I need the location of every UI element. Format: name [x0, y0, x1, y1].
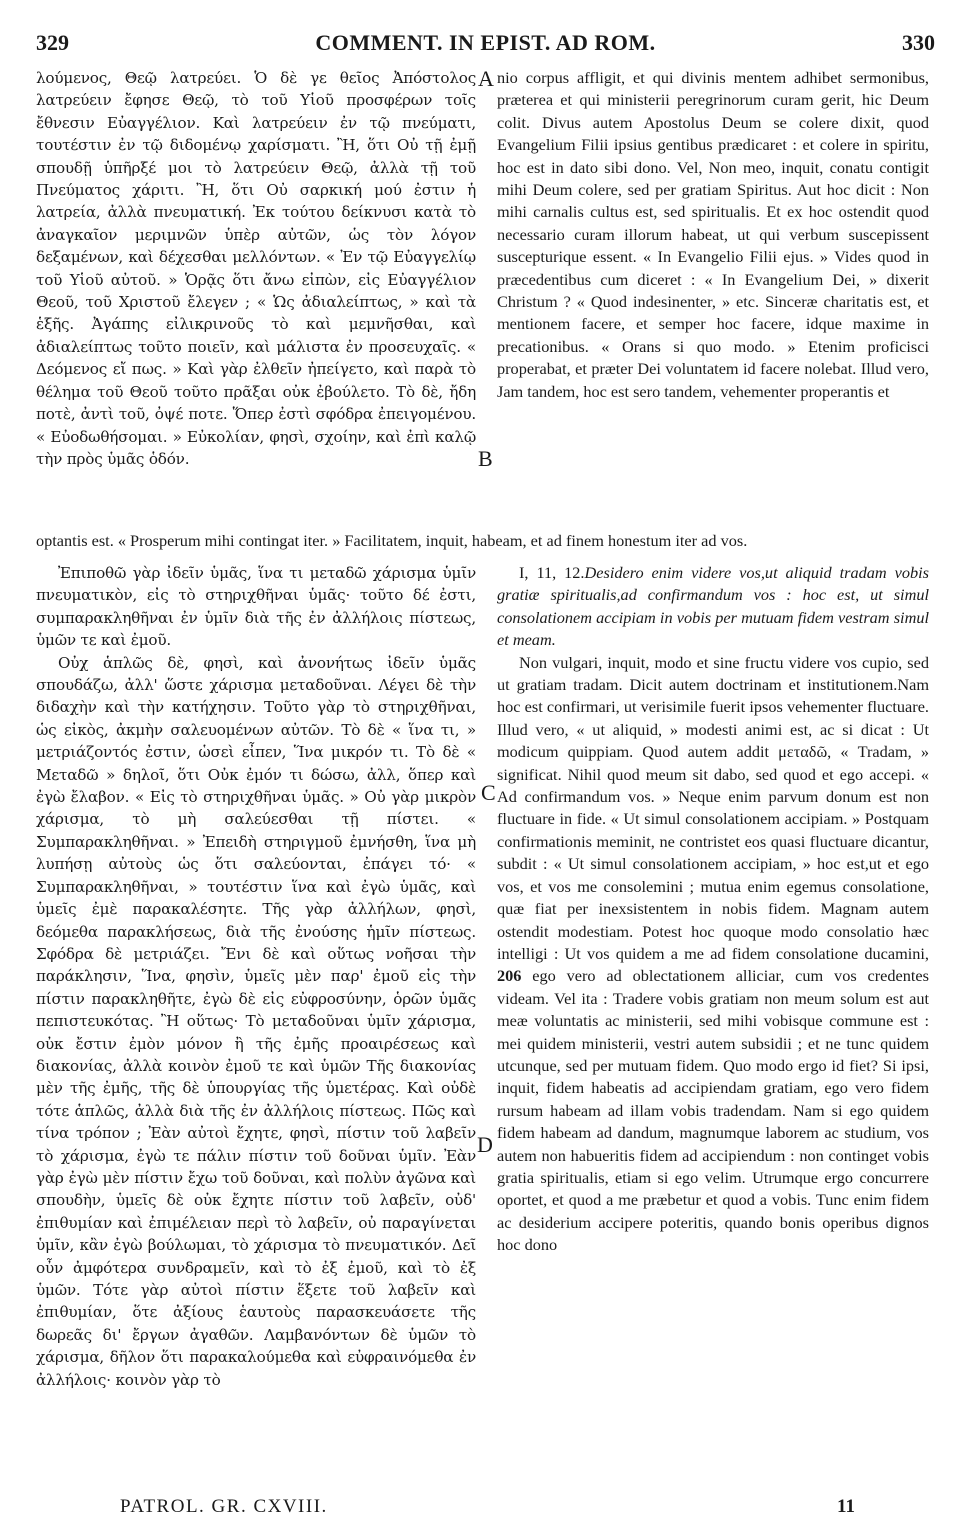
footer-source: PATROL. GR. CXVIII. [120, 1496, 328, 1517]
greek-verse: Ἐπιποθῶ γὰρ ἰδεῖν ὑμᾶς, ἵνα τι μεταδῶ χάρισμα ὑμῖν πνευματικὸν, εἰς τὸ στηριχθῆναι ὑμᾶς· τοῦτο δέ ἐστι, συμπαρακληθῆναι ἐν ὑμῖν διὰ τῆς ἐν ἀλλήλοις πίστεως, ὑμῶν τε καὶ ἐμοῦ. [36, 564, 476, 650]
latin-column-bottom [497, 562, 929, 1257]
greek-column-bottom [36, 562, 476, 1391]
page-number-left: 329 [36, 30, 69, 55]
signature-mark: 11 [837, 1496, 855, 1517]
greek-column-top [36, 67, 476, 470]
latin-column-top [497, 67, 929, 403]
section-marker-b: B [478, 446, 493, 471]
running-title: COMMENT. IN EPIST. AD ROM. [315, 30, 656, 55]
greek-commentary: Οὐχ ἁπλῶς δὲ, φησὶ, καὶ ἀνονήτως ἰδεῖν ὑμᾶς σπουδάζω, ἀλλ' ὥστε χάρισμα μεταδοῦναι. Λέγει δὲ τὴν διδαχὴν καὶ τὴν κατήχησιν. Τοῦτο γὰρ τὸ στηριχθῆναι, ὡς εἰκὸς, ἀκμὴν σαλευομένων αὐτῶν. Τὸ δὲ « ἵνα τι, » μετριάζοντός ἐστιν, ὡσεὶ εἶπεν, Ἵνα μικρόν τι. Τὸ δὲ « Μεταδῶ » δηλοῖ, ὅτι Οὐκ ἐμόν τι δώσω, ἀλλ, ὅπερ καὶ ἐγὼ ἔλαβον. « Εἰς τὸ στηριχθῆναι ὑμᾶς. » Οὐ γὰρ μικρὸν χάρισμα, τὸ μὴ σαλεύεσθαι τῇ πίστει. « Συμπαρακληθῆναι. » Ἐπειδὴ στηριγμοῦ ἐμνήσθη, ἵνα μὴ λυπήσῃ αὐτοὺς ὡς ὅτι σαλεύονται, ἐπάγει τό· « Συμπαρακληθῆναι, » τουτέστιν ἵνα καὶ ἐγὼ ὑμᾶς, καὶ ὑμεῖς ἐμὲ παρακαλέσητε. Τῆς γὰρ ἀλλήλων, φησὶ, δεόμεθα παρακλήσεως, διὰ τῆς ἐνούσης ἡμῖν πίστεως. Σφόδρα δὲ μετριάζει. Ἔνι δὲ καὶ οὕτως νοῆσαι τὴν παράκλησιν, Ἵνα, φησὶν, ὑμεῖς μὲν παρ' ἐμοῦ εἰς τὴν πίστιν παρακληθῆτε, ἐγὼ δὲ εἰς εὐφροσύνην, ὁρῶν ὑμᾶς πεπιστευκότας. Ἢ οὕτως· Τὸ μεταδοῦναι ὑμῖν χάρισμα, οὐκ ἔστιν ἐμὸν μόνον ἢ τῆς ἐμῆς προαιρέσεως καὶ διακονίας, ἀλλὰ κοινὸν ἐμοῦ τε καὶ ὑμῶν Τῆς διακονίας μὲν τῆς ἐμῆς, τῆς δὲ ὑπουργίας τῆς ὑμετέρας. Καὶ οὐδὲ τότε ἁπλῶς, ἀλλὰ διὰ τῆς ἐν ἀλλήλοις πίστεως. Πῶς καὶ τίνα τρόπον ; Ἐὰν αὐτοὶ ἔχητε, φησὶ, πίστιν τοῦ λαβεῖν τὸ χάρισμα, ἐγὼ τε πάλιν πίστιν τοῦ δοῦναι ὑμῖν. Ἐὰν γὰρ ἐγὼ μὲν πίστιν ἔχω τοῦ δοῦναι, καὶ πολὺν ἀγῶνα καὶ σπουδὴν, ὑμεῖς δὲ οὐκ ἔχητε πίστιν τοῦ λαβεῖν, οὐδ' ἐπιθυμίαν καὶ ἐπιμέλειαν περὶ τὸ λαβεῖν, οὐ παραγίνεται ὑμῖν, κἂν ἐγὼ βούλωμαι, τὸ χάρισμα τὸ πνευματικόν. Δεῖ οὖν ἀμφότερα συνδραμεῖν, καὶ τὸ ἐξ ἐμοῦ, καὶ τὸ ἐξ ὑμῶν. Τότε γὰρ αὐτοὶ πίστιν ἕξετε τοῦ λαβεῖν καὶ ἐπιθυμίαν, ὅτε ἀξίους ἑαυτοὺς παρασκευάσετε τῆς δωρεᾶς δι' ἔργων ἀγαθῶν. Λαμβανόντων δὲ ὑμῶν τὸ χάρισμα, δῆλον ὅτι παρακαλούμεθα καὶ εὐφραινόμεθα ἐν ἀλλήλοις· κοινὸν γὰρ τὸ [36, 653, 476, 1389]
latin-commentary [497, 652, 929, 1257]
section-marker-d: D [477, 1132, 493, 1157]
latin-full-width-line [36, 514, 929, 569]
page-number-right: 330 [902, 30, 935, 55]
latin-verse [497, 562, 929, 652]
section-marker-a: A [478, 66, 494, 91]
running-header [36, 30, 935, 60]
verse-reference: I, 11, 12. [519, 563, 585, 582]
latin-paragraph-continued: optantis est. « Prosperum mihi contingat iter. » Facilitatem, inquit, habeam, et ad finem honestum iter ad vos. [36, 531, 748, 551]
page-footer [120, 1496, 855, 1522]
latin-paragraph: nio corpus affligit, et qui divinis mentem adhibet sermonibus, præterea et qui ministerii peregrinorum curam gerit, hic Deum colit. Divus autem Apostolus Deum se colere dixit, quod Evangelium Filii ipsius gentibus prædicaret : et colere in spiritu, hoc est in dato sibi dono. Vel, Non meo, inquit, conatu contigit mihi Deum colere, sed per gratiam Spiritus. Aut hoc dicit : Non mihi carnalis cultus est, sed spiritualis. Et ex hoc ostendit quod necessario curam illorum habeat, ut qui verbum suscepissent suscepturique essent. « In Evangelio Filii ejus. » Vides quod in præcedentibus cum diceret : « In Evangelium Dei, » dixerit Christum ? « Quod indesinenter, » etc. Sinceræ charitatis est, et mentionem facere, et semper hoc facere, idque maxime in precationibus. « Orans si quo modo. » Etenim proficisci properabat, et præter Dei voluntatem id facere nolebat. Illud vero, Jam tandem, hoc est sero tandem, vehementer properantis et [497, 68, 929, 401]
column-number-mark: 206 [497, 966, 522, 986]
latin-commentary-part2: ego vero ad oblectationem alliciar, cum vos credentes videam. Vel ita : Tradere vobis gratiam non meum solum est aut meæ voluntatis ac ministerii, sed mihi vobisque commune est : mei quidem ministerii, vestri autem subsidii ; et ne tunc quidem utcunque, sed per mutuam fidem. Quo modo ergo id fiet? Si ipsi, inquit, fidem habeatis ad accipiendam gratiam, ego vero fidem rursum habeam ad illam vobis tradendam. Nam si ego quidem fidem habeam ad dandum, magnumque laborem ac studium, vos autem non habueritis fidem ad accipiendum : non continget vobis gratia spiritualis, etiam si ego velim. Utrumque ergo concurrere oportet, et quod a me præbetur et quod a vobis. Tunc enim fidem ac desiderium accipere poteritis, quando bonis operibus dignos hoc dono [497, 966, 929, 1255]
verse-text: Desidero enim videre vos,ut aliquid tradam vobis gratiæ spiritualis,ad confirmandum vos : hoc est, ut simul consolationem accipiam in vobis per mutuam fidem vestram simul et meam. [497, 563, 929, 650]
section-marker-c: C [481, 780, 496, 805]
latin-commentary-part1: Non vulgari, inquit, modo et sine fructu videre vos cupio, sed ut gratiam tradam. Dicit autem doctrinam et institutionem.Nam hoc est confirmari, ut verisimile fuerit ipsos vehementer fluctuare. Illud vero, « ut aliquid, » modesti animi est, ac si dicat : Ut modicum quippiam. Quod autem addit μεταδῶ, « Tradam, » significat. Nihil quod meum sit dabo, sed quod et ego accepi. « Ad confirmandum vos. » Neque enim parvum donum est non fluctuare in fide. « Ut simul consolationem accipiam. » Postquam confirmationis meminit, ne contristet eos quasi fluctuare dicantur, subdit : « Ut simul consolationem accipiam, » hoc est,ut et ego vos, et vos me consolemini ; mutua enim egemus consolatione, quæ fiat per inexsistentem in nobis fidem. Magnam autem ostendit modestiam. Potest hoc quoque modo consolatio hæc intelligi : Ut vos quidem a me ad fidem consolatione ducamini, [497, 652, 929, 963]
greek-paragraph: λούμενος, Θεῷ λατρεύει. Ὁ δὲ γε θεῖος Ἀπόστολος λατρεύειν ἔφησε Θεῷ, τὸ τοῦ Υἱοῦ προσφέρων τοῖς ἔθνεσιν Εὐαγγέλιον. Καὶ λατρεύειν ἐν τῷ πνεύματι, τουτέστιν ἐν τῷ διδομένῳ χαρίσματι. Ἢ, ὅτι Οὐ τῇ ἐμῇ σπουδῇ ὑπῆρξέ μοι τὸ λατρεύειν Θεῷ, ἀλλὰ τῇ τοῦ Πνεύματος χάριτι. Ἢ, ὅτι Οὐ σαρκική μού ἐστιν ἡ λατρεία, ἀλλὰ πνευματική. Ἐκ τούτου δείκνυσι κατὰ τὸ ἀναγκαῖον μεριμνῶν ὑπὲρ αὐτῶν, ὡς τὸν λόγον δεξαμένων, καὶ δέχεσθαι μελλόντων. « Ἐν τῷ Εὐαγγελίῳ τοῦ Υἱοῦ αὐτοῦ. » Ὁρᾷς ὅτι ἄνω εἰπὼν, εἰς Εὐαγγέλιον Θεοῦ, τοῦ Χριστοῦ ἔλεγεν ; « Ὡς ἀδιαλείπτως, » καὶ τὰ ἑξῆς. Ἀγάπης εἰλικρινοῦς τὸ καὶ μεμνῆσθαι, καὶ ἀδιαλείπτως τοῦτο ποιεῖν, καὶ μάλιστα ἐν προσευχαῖς. « Δεόμενος εἴ πως. » Καὶ γὰρ ἐλθεῖν ἠπείγετο, καὶ παρὰ τὸ θέλημα τοῦ Θεοῦ τοῦτο πρᾶξαι οὐκ ἐβούλετο. Τὸ δὲ, ἤδη ποτὲ, ἀντὶ τοῦ, ὀψέ ποτε. Ὅπερ ἐστὶ σφόδρα ἐπειγομένου. « Εὐοδωθήσομαι. » Εὐκολίαν, φησὶ, σχοίην, καὶ ἐπὶ καλῷ τὴν πρὸς ὑμᾶς ὁδόν. [36, 69, 476, 468]
